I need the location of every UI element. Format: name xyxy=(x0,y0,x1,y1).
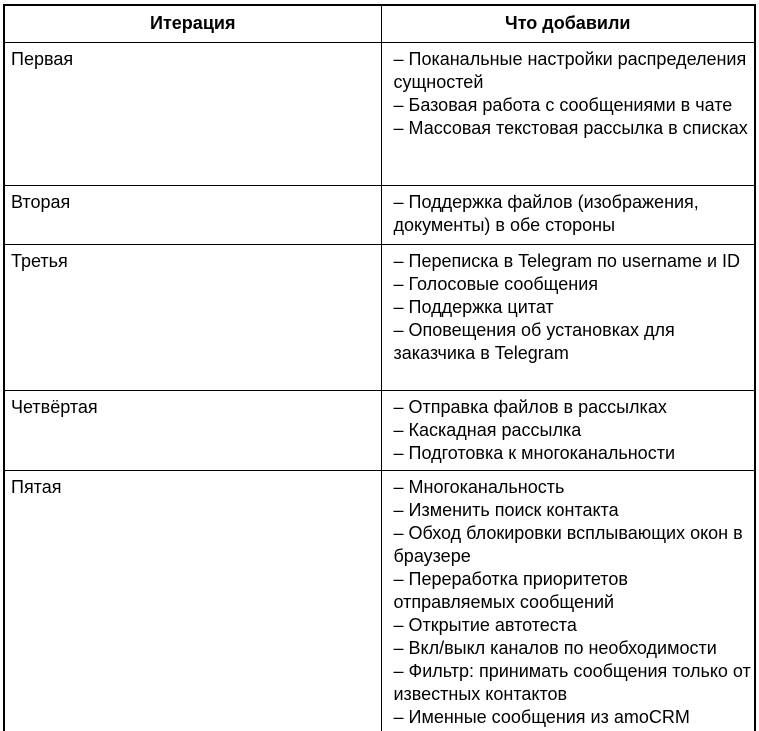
feature-item: – Оповещения об установках для заказчика в Telegram xyxy=(393,319,675,363)
feature-item: – Поддержка файлов (изображения, документы) в обе стороны xyxy=(393,191,699,235)
table-body xyxy=(4,42,755,731)
added-cell xyxy=(381,42,755,185)
iteration-cell: Вторая xyxy=(4,185,381,244)
feature-item: – Вкл/выкл каналов по необходимости xyxy=(393,637,717,658)
table-header xyxy=(4,5,755,42)
feature-item: – Поканальные настройки распределения сущностей xyxy=(393,48,747,92)
feature-item: – Каскадная рассылка xyxy=(393,419,582,440)
feature-item: – Подготовка к многоканальности xyxy=(393,442,675,463)
feature-item: – Переработка приоритетов отправляемых сообщений xyxy=(393,568,628,612)
feature-item: – Именные сообщения из amoCRM xyxy=(393,706,690,727)
iterations-table xyxy=(3,4,756,731)
feature-item: – Голосовые сообщения xyxy=(393,273,599,294)
header-iteration: Итерация xyxy=(4,5,381,42)
feature-item: – Многоканальность xyxy=(393,476,565,497)
added-cell xyxy=(381,185,755,244)
feature-item: – Открытие автотеста xyxy=(393,614,577,635)
feature-item: – Отправка файлов в рассылках xyxy=(393,396,667,417)
iteration-cell: Третья xyxy=(4,244,381,390)
feature-item: – Фильтр: принимать сообщения только от известных контактов xyxy=(393,660,751,704)
header-row xyxy=(4,5,755,42)
table-row xyxy=(4,470,755,731)
table-row xyxy=(4,185,755,244)
feature-item: – Базовая работа с сообщениями в чате xyxy=(393,94,733,115)
feature-item: – Переписка в Telegram по username и ID xyxy=(393,250,741,271)
added-cell xyxy=(381,470,755,731)
feature-item: – Массовая текстовая рассылка в списках xyxy=(393,117,748,138)
feature-item: – Обход блокировки всплывающих окон в браузере xyxy=(393,522,743,566)
iteration-cell: Пятая xyxy=(4,470,381,731)
added-cell xyxy=(381,390,755,470)
feature-item: – Поддержка цитат xyxy=(393,296,554,317)
header-what-added: Что добавили xyxy=(381,5,755,42)
table-row xyxy=(4,390,755,470)
table-row xyxy=(4,244,755,390)
added-cell xyxy=(381,244,755,390)
table-row xyxy=(4,42,755,185)
feature-item: – Изменить поиск контакта xyxy=(393,499,619,520)
iteration-cell: Первая xyxy=(4,42,381,185)
iteration-cell: Четвёртая xyxy=(4,390,381,470)
